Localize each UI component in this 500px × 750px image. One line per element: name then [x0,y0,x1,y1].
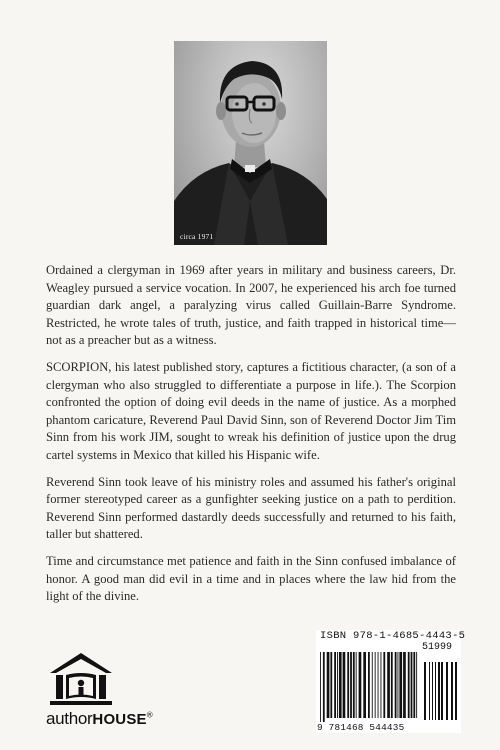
barcode-bar [391,652,393,718]
barcode-bar [368,652,370,718]
barcode-addon-bar [429,662,430,720]
publisher-logo [46,651,116,715]
photo-caption: circa 1971 [180,232,214,241]
barcode-bar [411,652,413,718]
barcode-bar [337,652,338,718]
author-portrait-image [174,41,327,245]
barcode-bar [413,652,415,718]
barcode-bar [378,652,379,718]
barcode-bar [330,652,332,718]
barcode-bar [398,652,399,718]
barcode-addon-bar [424,662,426,720]
bio-paragraph: Reverend Sinn took leave of his ministry roles and assumed his father's original former stereotyped career as a gunfighter seeking justice on a path to perdition. Reverend Sinn performed dastardly deeds successfully and returned to his faith, taller but shattered. [46,474,456,542]
barcode-bar [375,652,376,718]
price-code: 51999 [422,642,453,653]
barcode-bar [320,652,321,722]
barcode-number: 9 781468 544435 [317,722,405,733]
bio-paragraph: Time and circumstance met patience and faith in the Sinn confused imbalance of honor. A good man did evil in a time and in places where the law hid from the light of the divine. [46,553,456,604]
barcode-bar [416,652,417,718]
barcode-bar [408,652,410,718]
barcode-bar [395,652,397,718]
barcode-addon-bar [435,662,436,720]
barcode-bar [347,652,349,718]
bio-paragraph: SCORPION, his latest published story, captures a fictitious character, (a son of a clergyman who also struggled to differentiate a purpose in life.). The Scorpion confronted the option of doing evil deeds in the name of justice. As a morphed phantom caricature, Reverend Paul David Sinn, son of Reverend Doctor Jim Tim Sinn from his work JIM, sought to wreak his definition of justice upon the drug cartel systems in Mexico that killed his Hispanic wife. [46,359,456,462]
barcode-addon-bar [441,662,443,720]
isbn-text: ISBN 978-1-4685-4443-5 [320,630,466,642]
barcode-bar [356,652,357,718]
barcode-addon-bar [432,662,433,720]
publisher-name [46,709,152,729]
barcode-bar [327,652,330,718]
publisher-name-part2: HOUSE [92,711,147,728]
barcode-addon-bar [446,662,448,720]
author-photo [174,41,327,245]
registered-mark: ® [146,710,153,720]
barcode-bar [403,652,406,718]
barcode-icon [318,652,460,722]
barcode-addon-bar [451,662,453,720]
barcode-bar [323,652,325,722]
barcode-bar [381,652,382,718]
barcode-addon-bar [438,662,440,720]
barcode-bar [339,652,342,718]
barcode-bar [399,652,402,718]
barcode-bar [334,652,336,718]
bio-paragraph: Ordained a clergyman in 1969 after years in military and business careers, Dr. Weagley pursued a service vocation. In 2007, he experienced his arch foe turned guardian dark angel, a paralyzing virus called Guillain-Barre Syndrome. Restricted, he wrote tales of truth, justice, and faith trapped in historical time—not as a preacher but as a witness. [46,263,456,348]
barcode-addon-bar [455,662,457,720]
barcode-bar [387,652,390,718]
barcode-bar [353,652,355,718]
barcode-bar [372,652,373,718]
barcode-bar [350,652,352,718]
barcode-bar [383,652,385,718]
author-bio [46,262,456,615]
publisher-name-part1: author [46,709,93,728]
house-book-icon [46,651,116,707]
barcode-bar [363,652,366,718]
barcode-bar [343,652,346,718]
barcode-bar [359,652,362,718]
